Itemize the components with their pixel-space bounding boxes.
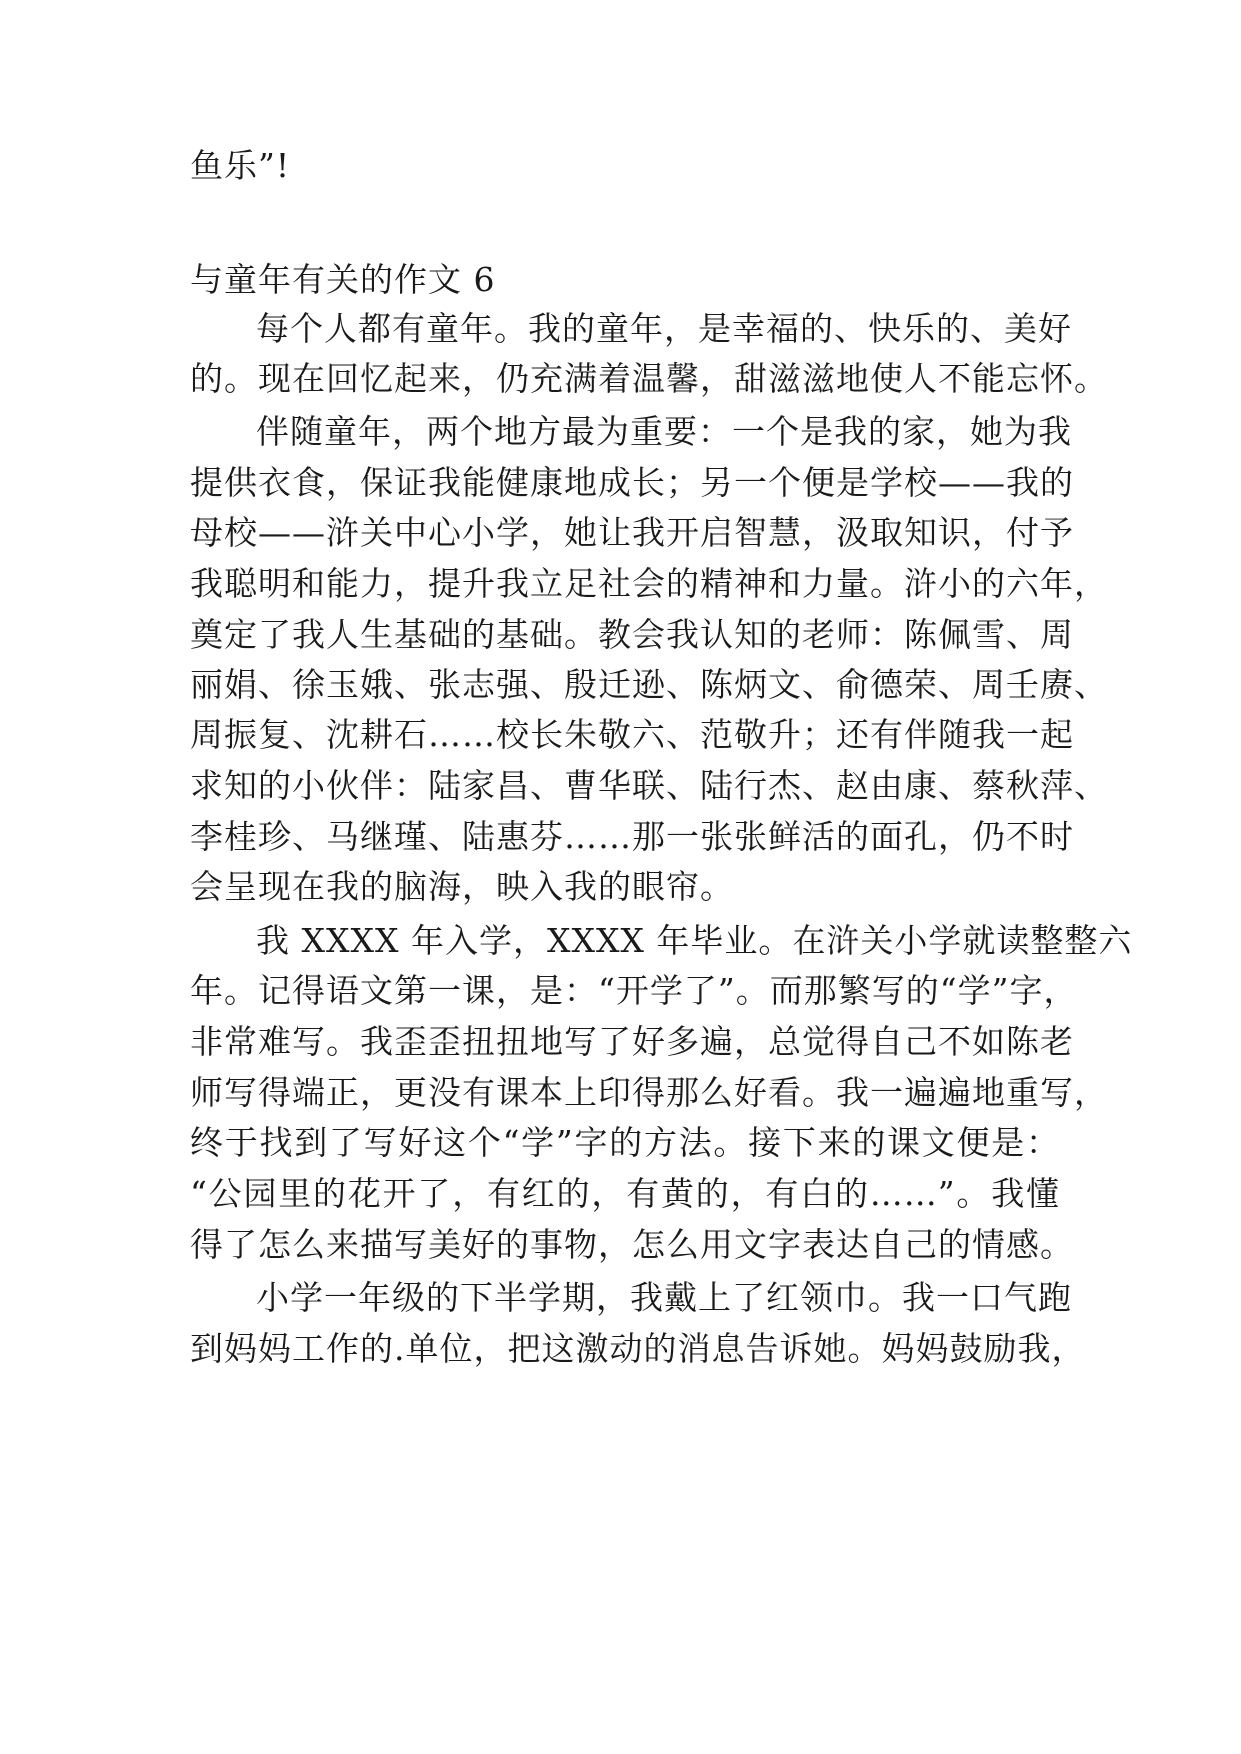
- paragraph-2-line-6: 丽娟、徐玉娥、张志强、殷迁逊、陈炳文、俞德荣、周壬赓、: [190, 665, 1108, 704]
- paragraph-4-line-2: 到妈妈工作的.单位，把这激动的消息告诉她。妈妈鼓励我，: [190, 1329, 1086, 1368]
- paragraph-2-line-2: 提供衣食，保证我能健康地成长；另一个便是学校——我的: [190, 463, 1074, 502]
- essay-heading: 与童年有关的作文 6: [190, 260, 496, 299]
- paragraph-3-line-3: 非常难写。我歪歪扭扭地写了好多遍，总觉得自己不如陈老: [190, 1022, 1074, 1061]
- paragraph-2-line-5: 奠定了我人生基础的基础。教会我认知的老师：陈佩雪、周: [190, 615, 1074, 654]
- paragraph-2-line-9: 李桂珍、马继瑾、陆惠芬……那一张张鲜活的面孔，仍不时: [190, 817, 1074, 856]
- paragraph-1-line-2: 的。现在回忆起来，仍充满着温馨，甜滋滋地使人不能忘怀。: [190, 359, 1108, 398]
- paragraph-3-line-7: 得了怎么来描写美好的事物，怎么用文字表达自己的情感。: [190, 1225, 1074, 1264]
- paragraph-2-line-1: 伴随童年，两个地方最为重要：一个是我的家，她为我: [256, 412, 1072, 451]
- continuation-text: 鱼乐”!: [190, 146, 291, 185]
- paragraph-2-line-8: 求知的小伙伴：陆家昌、曹华联、陆行杰、赵由康、蔡秋萍、: [190, 766, 1108, 805]
- paragraph-3-line-5: 终于找到了写好这个“学”字的方法。接下来的课文便是：: [190, 1123, 1060, 1162]
- paragraph-3-line-1: 我 XXXX 年入学，XXXX 年毕业。在浒关小学就读整整六: [256, 921, 1133, 960]
- paragraph-2-line-4: 我聪明和能力，提升我立足社会的精神和力量。浒小的六年，: [190, 564, 1108, 603]
- paragraph-2-line-10: 会呈现在我的脑海，映入我的眼帘。: [190, 867, 734, 906]
- paragraph-3-line-6: “公园里的花开了，有红的，有黄的，有白的……”。我懂: [190, 1174, 1060, 1213]
- paragraph-2-line-7: 周振复、沈耕石……校长朱敬六、范敬升；还有伴随我一起: [190, 715, 1074, 754]
- paragraph-1-line-1: 每个人都有童年。我的童年，是幸福的、快乐的、美好: [256, 309, 1072, 348]
- paragraph-3-line-2: 年。记得语文第一课，是：“开学了”。而那繁写的“学”字，: [190, 971, 1078, 1010]
- paragraph-4-line-1: 小学一年级的下半学期，我戴上了红领巾。我一口气跑: [256, 1278, 1072, 1317]
- paragraph-2-line-3: 母校——浒关中心小学，她让我开启智慧，汲取知识，付予: [190, 513, 1074, 552]
- paragraph-3-line-4: 师写得端正，更没有课本上印得那么好看。我一遍遍地重写，: [190, 1073, 1108, 1112]
